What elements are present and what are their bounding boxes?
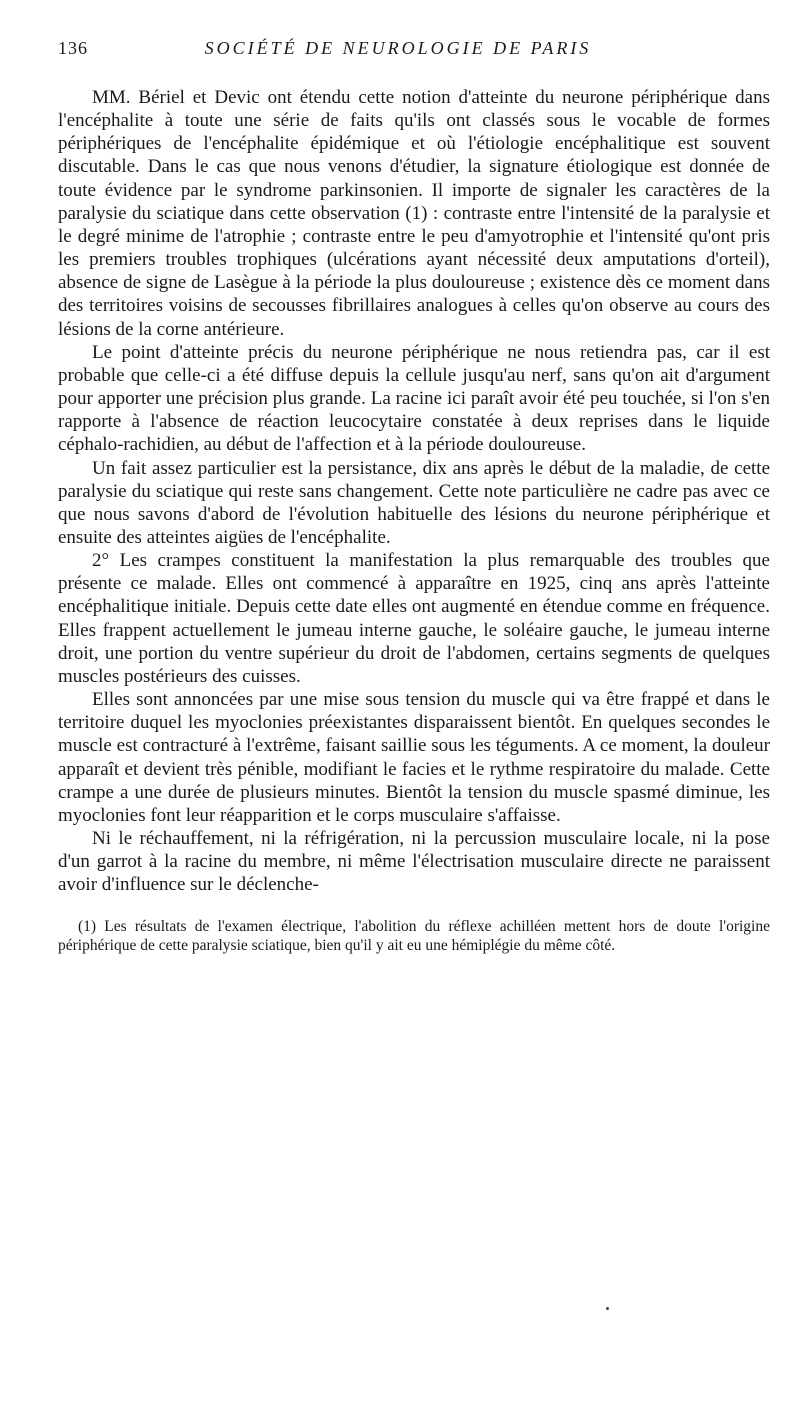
paragraph: Un fait assez particulier est la persistance, dix ans après le début de la maladie, de cette paralysie du sciatique qui reste sans changement. Cette note particulière ne cadre pas avec ce que nous savons d'abord de l'évolution habituelle des lésions du neurone périphérique et ensuite des atteintes aigües de l'encéphalite. bbox=[58, 457, 770, 548]
page-number: 136 bbox=[58, 38, 88, 58]
running-header bbox=[58, 38, 770, 64]
journal-title: SOCIÉTÉ DE NEUROLOGIE DE PARIS bbox=[204, 38, 592, 58]
book-page bbox=[58, 38, 770, 955]
footnotes bbox=[58, 918, 770, 955]
paragraph: 2° Les crampes constituent la manifestation la plus remarquable des troubles que présente ce malade. Elles ont commencé à apparaître en 1925, cinq ans après l'atteinte encéphalitique initiale. Depuis cette date elles ont augmenté en étendue comme en fréquence. Elles frappent actuellement le jumeau interne gauche, le soléaire gauche, le jumeau interne droit, une portion du ventre supérieur du droit de l'abdomen, certains segments de quelques muscles postérieurs des cuisses. bbox=[58, 550, 770, 687]
paragraph: MM. Bériel et Devic ont étendu cette notion d'atteinte du neurone périphérique dans l'encéphalite à toute une série de faits qu'ils ont classés sous le vocable de formes périphériques de l'encéphalite épidémique et où l'étiologie encéphalitique est souvent discutable. Dans le cas que nous venons d'étudier, la signature étiologique est donnée de toute évidence par le syndrome parkinsonien. Il importe de signaler les caractères de la paralysie du sciatique dans cette observation (1) : contraste entre l'intensité de la paralysie et le degré minime de l'atrophie ; contraste entre le peu d'amyotrophie et l'intensité qu'ont pris les premiers troubles trophiques (ulcérations ayant nécessité deux amputations d'orteil), absence de signe de Lasègue à la période la plus douloureuse ; existence dès ce moment dans des territoires voisins de secousses fibrillaires analogues à celles qu'on observe au cours des lésions de la corne antérieure. bbox=[58, 87, 770, 340]
paragraph: Elles sont annoncées par une mise sous tension du muscle qui va être frappé et dans le territoire duquel les myoclonies préexistantes disparaissent bientôt. En quelques secondes le muscle est contracturé à l'extrême, faisant saillie sous les téguments. A ce moment, la douleur apparaît et devient très pénible, modifiant le facies et le rythme respiratoire du malade. Cette crampe a une durée de plusieurs minutes. Bientôt la tension du muscle spasmé diminue, les myoclonies font leur réapparition et le corps musculaire s'affaisse. bbox=[58, 689, 770, 826]
paragraph: Ni le réchauffement, ni la réfrigération, ni la percussion musculaire locale, ni la pose d'un garrot à la racine du membre, ni même l'électrisation musculaire directe ne paraissent avoir d'influence sur le déclenche- bbox=[58, 828, 770, 896]
footnote: (1) Les résultats de l'examen électrique, l'abolition du réflexe achilléen mettent hors de doute l'origine périphérique de cette paralysie sciatique, bien qu'il y ait eu une hémiplégie du même côté. bbox=[58, 918, 770, 954]
ink-speck bbox=[606, 1307, 609, 1310]
body-text bbox=[58, 86, 770, 896]
paragraph: Le point d'atteinte précis du neurone périphérique ne nous retiendra pas, car il est probable que celle-ci a été diffuse depuis la cellule jusqu'au nerf, sans qu'on ait d'argument pour apporter une précision plus grande. La racine ici paraît avoir été peu touchée, si l'on s'en rapporte à l'absence de réaction leucocytaire constatée à deux reprises dans le liquide céphalo-rachidien, au début de l'affection et à la période douloureuse. bbox=[58, 341, 770, 456]
